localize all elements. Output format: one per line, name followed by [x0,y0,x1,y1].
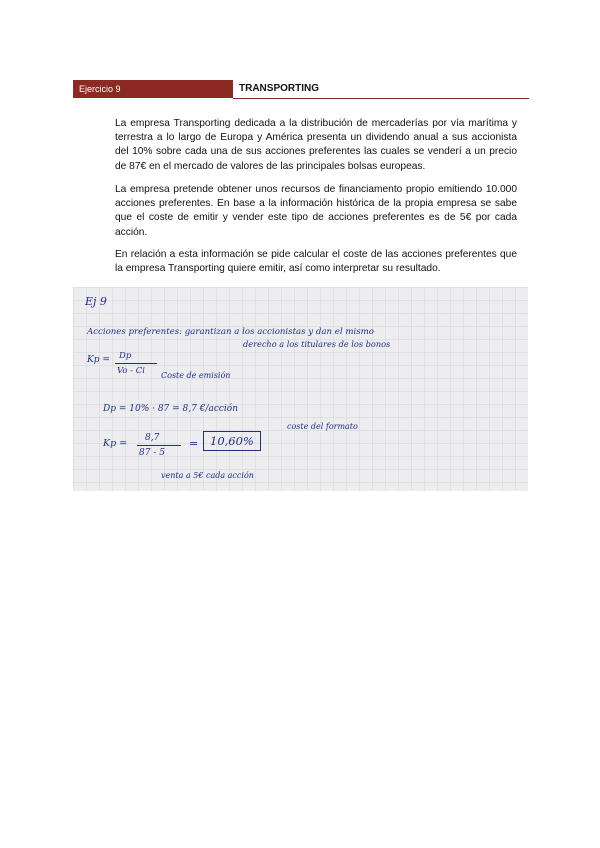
exercise-label: Ejercicio 9 [73,80,233,98]
kp-denominator: 87 - 5 [139,448,165,458]
problem-paragraph-2: La empresa pretende obtener unos recursos de financiamento propio emitiendo 10.000 acciones preferentes. En base a la información histórica de la propia empresa se sabe que el coste de emitir y vender este tipo de acciones preferentes es de 5€ por cada acción. [115,184,517,238]
formula-denominator: Vo - Ci [117,366,145,376]
kp-result-box: 10,60% [203,431,261,451]
equals-sign: = [189,437,199,450]
definition-line-1: Acciones preferentes: garantizan a los accionistas y dan el mismo [87,327,374,337]
exercise-title: TRANSPORTING [233,80,529,99]
dividend-calculation: Dp = 10% · 87 = 8,7 €/acción [103,404,239,414]
formula-lhs: Kp = [87,355,110,365]
sale-footnote: venta a 5€ cada acción [161,471,254,480]
formula-fraction-bar [115,363,157,364]
kp-fraction-bar [137,445,181,446]
kp-comment: coste del formato [287,422,358,431]
problem-paragraph-1: La empresa Transporting dedicada a la distribución de mercaderías por vía marítima y terrestra a lo largo de Europa y América presenta un dividendo anual a sus accionista del 10% sobre cada una de sus acciones preferentes las cuales se venderí a un precio de 87€ en el mercado de valores de las principales bolsas europeas. [115,118,517,172]
exercise-header [73,80,529,98]
definition-line-2: derecho a los titulares de los bonos [243,339,391,349]
formula-note: Coste de emisión [161,371,231,380]
handwritten-solution-photo [73,287,528,491]
grid-paper [73,287,528,491]
problem-paragraph-3: En relación a esta información se pide calcular el coste de las acciones preferentes que la empresa Transporting quiere emitir, así como interpretar su resultado. [115,249,517,275]
formula-numerator: Dp [119,351,132,361]
kp-lhs: Kp = [103,438,128,449]
kp-numerator: 8,7 [145,433,160,443]
solution-heading: Ej 9 [85,295,107,308]
